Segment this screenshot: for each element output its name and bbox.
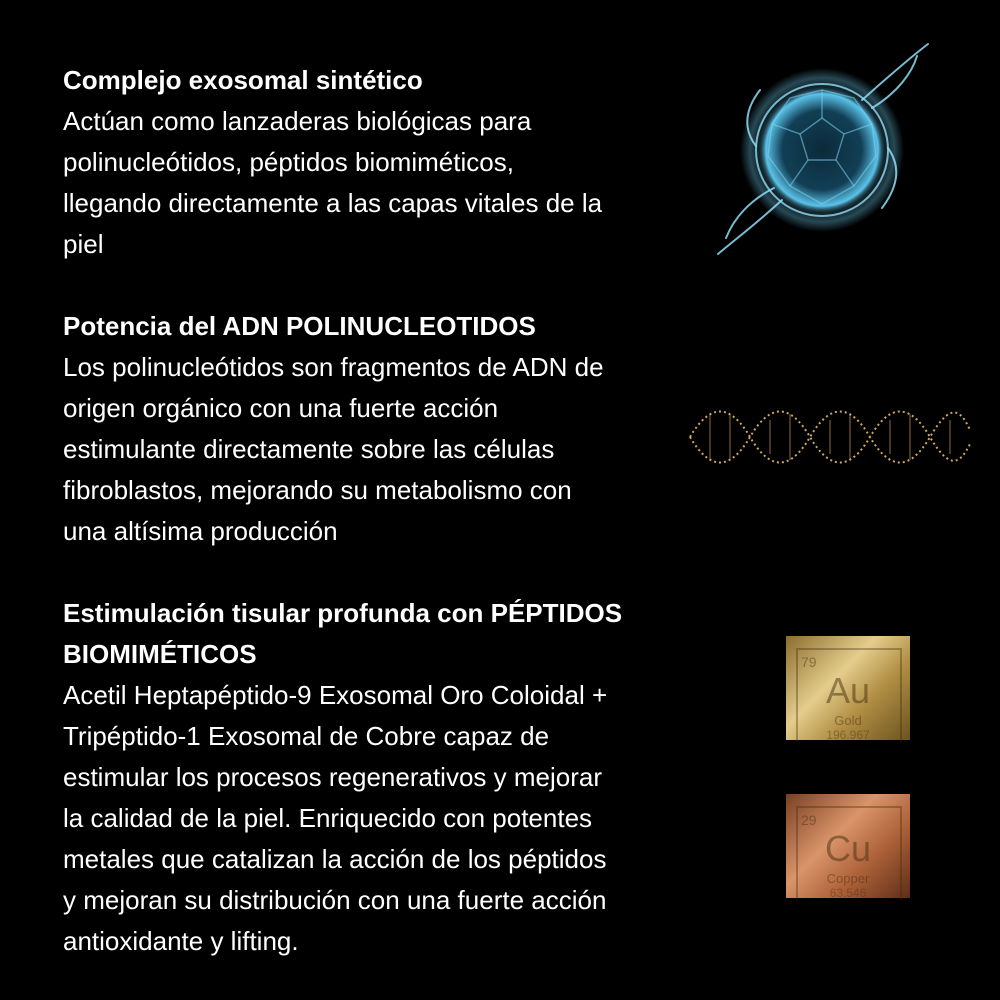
element-symbol: Cu	[824, 828, 872, 869]
section-line: Los polinucleótidos son fragmentos de ADN de	[63, 352, 604, 382]
section-line: la calidad de la piel. Enriquecido con potentes	[63, 803, 593, 833]
section-line: estimulante directamente sobre las células	[63, 434, 555, 464]
section-line: Actúan como lanzaderas biológicas para	[63, 106, 532, 136]
section-line: una altísima producción	[63, 516, 338, 546]
dna-helix-icon	[686, 398, 972, 476]
section-line: estimular los procesos regenerativos y mejorar	[63, 762, 602, 792]
section-heading: Complejo exosomal sintético	[63, 65, 423, 95]
section-line: llegando directamente a las capas vitales de la	[63, 188, 603, 218]
element-name: Copper	[826, 871, 870, 886]
section-line: fibroblastos, mejorando su metabolismo con	[63, 475, 572, 505]
section-line: y mejoran su distribución con una fuerte acción	[63, 885, 607, 915]
atomic-mass: 196.967	[826, 728, 870, 740]
atomic-mass: 63.546	[829, 886, 867, 898]
section-heading: Potencia del ADN POLINUCLEOTIDOS	[63, 311, 536, 341]
section-line: Tripéptido-1 Exosomal de Cobre capaz de	[63, 721, 550, 751]
atomic-number: 79	[801, 654, 817, 670]
section-line: Acetil Heptapéptido-9 Exosomal Oro Coloidal +	[63, 680, 608, 710]
section-heading: Estimulación tisular profunda con PÉPTIDOS	[63, 598, 623, 628]
section-biomimetic-peptides	[63, 593, 723, 962]
section-line: metales que catalizan la acción de los péptidos	[63, 844, 607, 874]
atomic-number: 29	[801, 812, 817, 828]
copper-element-tile	[786, 794, 910, 898]
exosome-sphere-icon	[712, 38, 934, 260]
section-exosome-complex	[63, 60, 723, 265]
element-symbol: Au	[825, 670, 871, 711]
section-dna-polynucleotides	[63, 306, 723, 552]
gold-element-tile	[786, 636, 910, 740]
section-heading: BIOMIMÉTICOS	[63, 639, 257, 669]
section-line: polinucleótidos, péptidos biomiméticos,	[63, 147, 514, 177]
section-line: antioxidante y lifting.	[63, 926, 299, 956]
section-line: origen orgánico con una fuerte acción	[63, 393, 499, 423]
element-name: Gold	[834, 713, 862, 728]
section-line: piel	[63, 229, 104, 259]
